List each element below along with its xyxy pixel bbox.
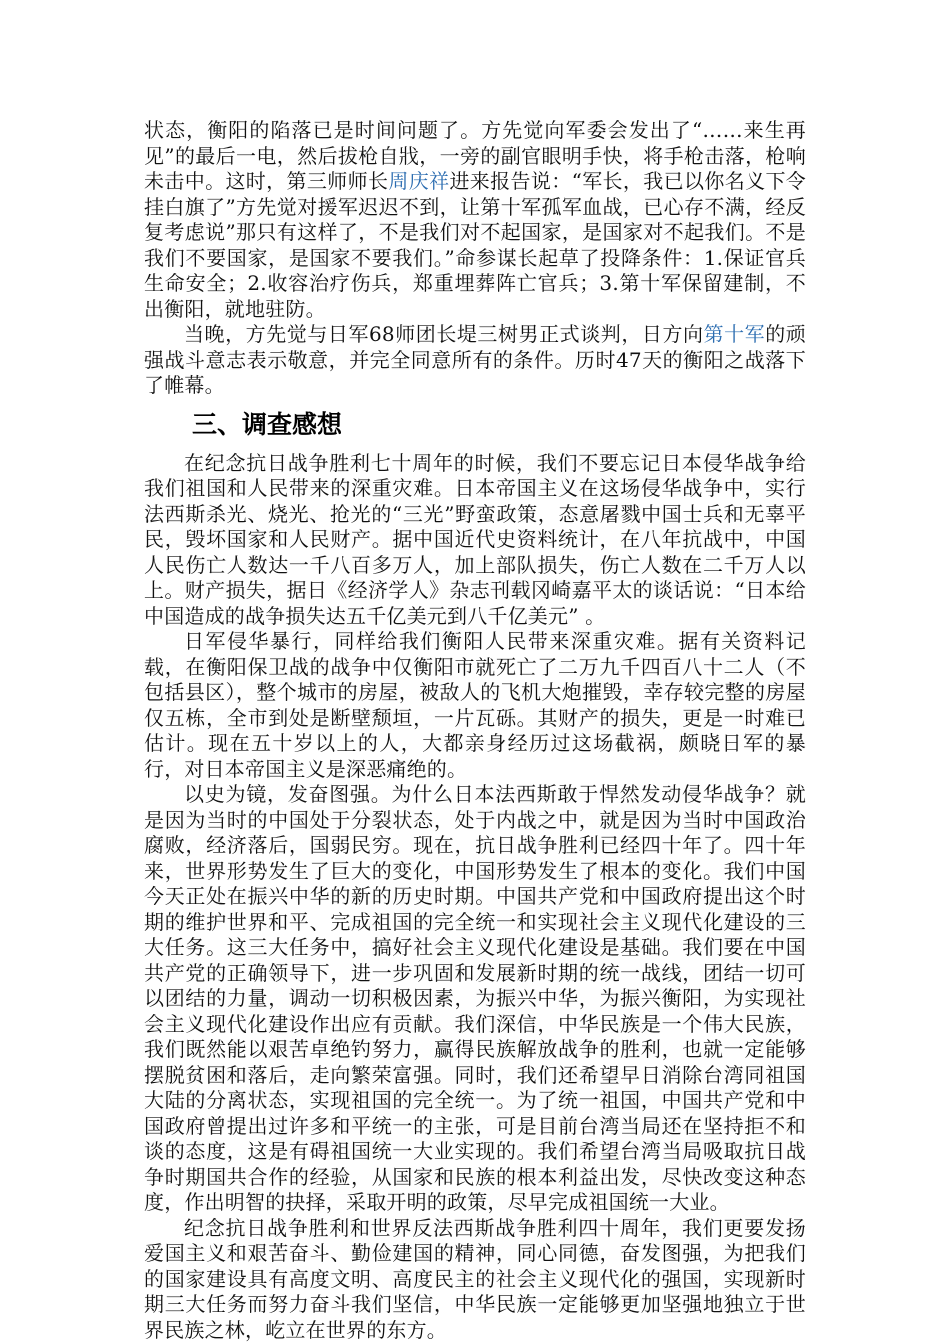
paragraph-conclusion: 纪念抗日战争胜利和世界反法西斯战争胜利四十周年，我们更要发扬爱国主义和艰苦奋斗、勤俭建国的精神，同心同德，奋发图强，为把我们的国家建设具有高度文明、高度民主的社会主义现代化的强国，实现新时期三大任务而努力奋斗我们坚信，中华民族一定能够更加坚强地独立于世界民族之林，屹立在世界的东方。 [144,1215,806,1342]
paragraph-history-mirror: 以史为镜，发奋图强。为什么日本法西斯敢于悍然发动侵华战争？就是因为当时的中国处于分裂状态，处于内战之中，就是因为当时中国政治腐败，经济落后，国弱民穷。现在，抗日战争胜利已经四十年了。四十年来，世界形势发生了巨大的变化，中国形势发生了根本的变化。我们中国今天正处在振兴中华的新的历史时期。中国共产党和中国政府提出这个时期的维护世界和平、完成祖国的完全统一和实现社会主义现代化建设的三大任务。这三大任务中，搞好社会主义现代化建设是基础。我们要在中国共产党的正确领导下，进一步巩固和发展新时期的统一战线，团结一切可以团结的力量，调动一切积极因素，为振兴中华，为振兴衡阳，为实现社会主义现代化建设作出应有贡献。我们深信，中华民族是一个伟大民族，我们既然能以艰苦卓绝钓努力，赢得民族解放战争的胜利，也就一定能够摆脱贫困和落后，走向繁荣富强。同时，我们还希望早日消除台湾同祖国大陆的分离状态，实现祖国的完全统一。为了统一祖国，中国共产党和中国政府曾提出过许多和平统一的主张，可是目前台湾当局还在坚持拒不和谈的态度，这是有碍祖国统一大业实现的。我们希望台湾当局吸取抗日战争时期国共合作的经验，从国家和民族的根本利益出发，尽快改变这种态度，作出明智的抉择，采取开明的政策，尽早完成祖国统一大业。 [144,782,806,1214]
paragraph-text: 进来报告说：“军长，我已以你名义下令挂白旗了”方先觉对援军迟迟不到，让第十军孤军血战，已心存不满，经反复考虑说”那只有这样了，不是我们对不起国家，是国家对不起我们。不是我们不要国家，是国家不要我们。”命参谋长起草了投降条件：1.保证官兵生命安全；2.收容治疗伤兵，郑重埋葬阵亡官兵；3.第十军保留建制，不出衡阳，就地驻防。 [144,169,807,321]
paragraph-text: 状态，衡阳的陷落已是时间问题了。方先觉向军委会发出了“……来生再见”的最后一电，然后拔枪自戕，一旁的副官眼明手快，将手枪击落，枪响未击中。这时，第三师师长 [144,118,806,193]
paragraph-hengyang-disaster: 日军侵华暴行，同样给我们衡阳人民带来深重灾难。据有关资料记载，在衡阳保卫战的战争中仅衡阳市就死亡了二万九千四百八十二人（不包括县区），整个城市的房屋，被敌人的飞机大炮摧毁，幸存较完整的房屋仅五栋，全市到处是断壁颓垣，一片瓦砾。其财产的损失，更是一时难已估计。现在五十岁以上的人，大都亲身经历过这场截祸，颇晓日军的暴行，对日本帝国主义是深恶痛绝的。 [144,629,806,781]
paragraph-text: 当晚，方先觉与日军68师团长堤三树男正式谈判，日方向 [184,322,704,346]
document-page [144,118,806,1343]
link-tenth-army[interactable]: 第十军 [703,322,766,346]
paragraph-negotiation [144,322,806,399]
link-zhou-qingxiang[interactable]: 周庆祥 [388,169,450,193]
section-heading: 三、调查感想 [192,409,343,439]
paragraph-commemoration: 在纪念抗日战争胜利七十周年的时候，我们不要忘记日本侵华战争给我们祖国和人民带来的深重灾难。日本帝国主义在这场侵华战争中，实行法西斯杀光、烧光、抢光的“三光”野蛮政策，态意屠戮中国士兵和无辜平民，毁坏国家和人民财产。据中国近代史资料统计，在八年抗战中，中国人民伤亡人数达一千八百多万人，加上部队损失，伤亡人数在二千万人以上。财产损失，据日《经济学人》杂志刊载冈崎嘉平太的谈话说：“日本给中国造成的战争损失达五千亿美元到八千亿美元” 。 [144,450,806,628]
paragraph-surrender [144,118,806,322]
paragraph-text: 的顽强战斗意志表示敬意，并完全同意所有的条件。历时47天的衡阳之战落下了帷幕。 [144,322,806,397]
